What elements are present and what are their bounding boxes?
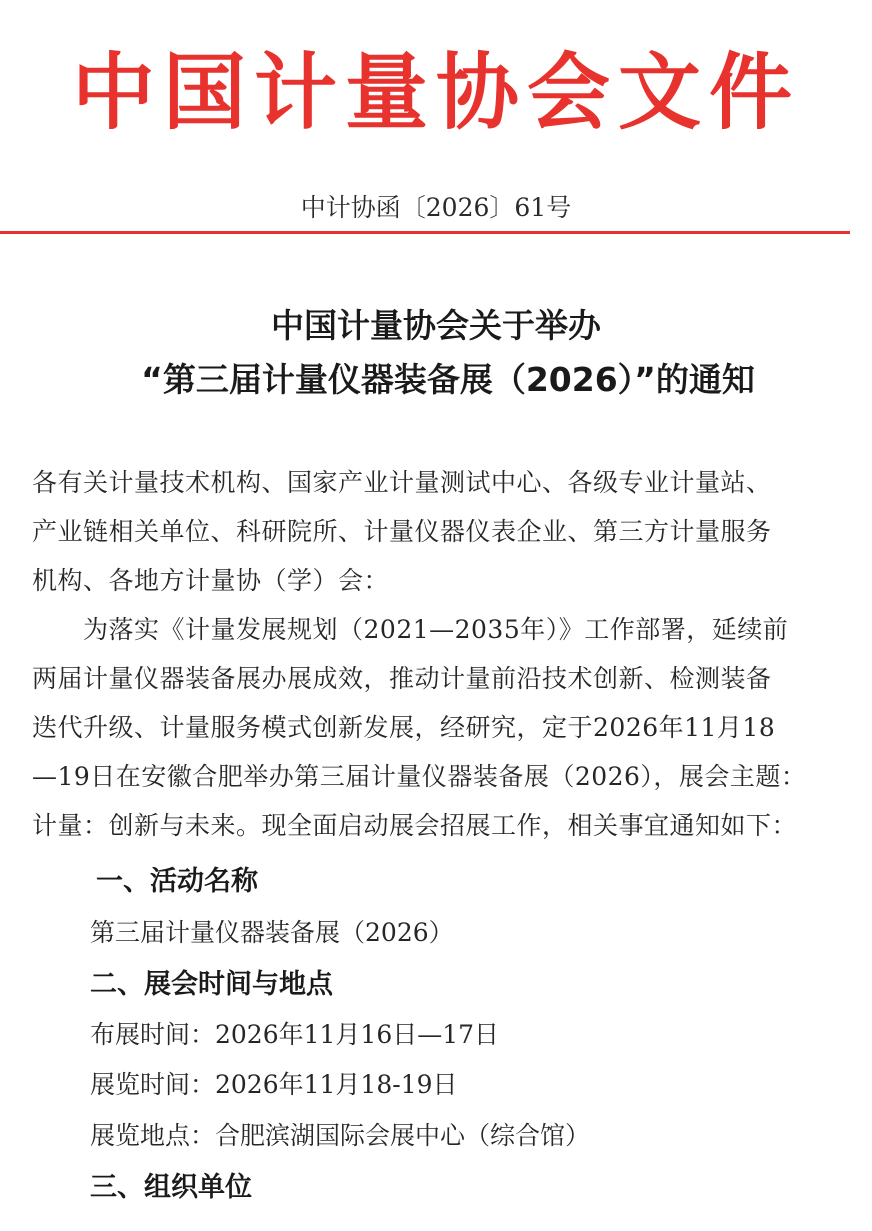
body-line-4: —19日在安徽合肥举办第三届计量仪器装备展（2026），展会主题：: [32, 762, 807, 791]
body-line-2: 两届计量仪器装备展办展成效，推动计量前沿技术创新、检测装备: [32, 664, 772, 693]
venue: 展览地点：合肥滨湖国际会展中心（综合馆）: [90, 1121, 591, 1150]
body-line-3: 迭代升级、计量服务模式创新发展，经研究，定于2026年11月18: [32, 713, 776, 742]
setup-time: 布展时间：2026年11月16日—17日: [90, 1020, 500, 1049]
salutation-line-2: 产业链相关单位、科研院所、计量仪器仪表企业、第三方计量服务: [32, 517, 772, 546]
salutation-line-3: 机构、各地方计量协（学）会：: [32, 566, 390, 595]
exhibit-time: 展览时间：2026年11月18-19日: [90, 1070, 458, 1099]
salutation-line-1: 各有关计量技术机构、国家产业计量测试中心、各级专业计量站、: [32, 468, 772, 497]
section-2-heading: 二、展会时间与地点: [90, 969, 333, 1000]
section-1-heading: 一、活动名称: [96, 866, 258, 897]
section-3-heading: 三、组织单位: [90, 1172, 252, 1203]
document-number: 中计协函〔2026〕61号: [300, 193, 572, 222]
notice-title-line-1: 中国计量协会关于举办: [271, 306, 601, 345]
body-line-1: 为落实《计量发展规划（2021—2035年）》工作部署，延续前: [32, 615, 789, 644]
masthead-title: 中国计量协会文件: [72, 44, 800, 141]
red-divider: [0, 231, 850, 234]
body-line-5: 计量：创新与未来。现全面启动展会招展工作，相关事宜通知如下：: [32, 811, 798, 840]
section-1-content: 第三届计量仪器装备展（2026）: [90, 918, 454, 947]
notice-title-line-2: “第三届计量仪器装备展（2026）”的通知: [141, 360, 755, 399]
